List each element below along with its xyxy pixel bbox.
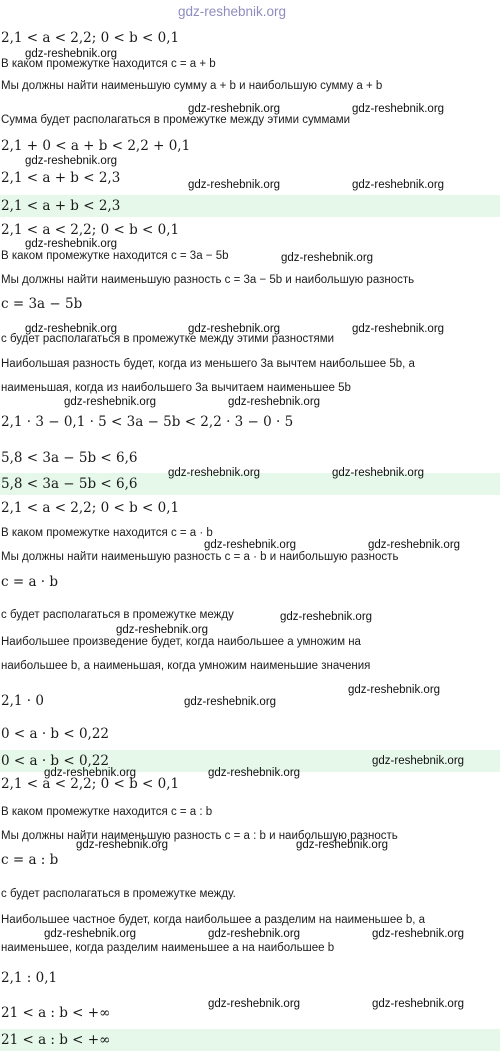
watermark-text: gdz-reshebnik.org xyxy=(372,998,465,1010)
solution-step: 2,1 : 0,1 xyxy=(1,970,58,986)
watermark-text: gdz-reshebnik.org xyxy=(25,238,118,250)
answer-highlight: 0 < a · b < 0,22 xyxy=(0,750,500,772)
watermark-text: gdz-reshebnik.org xyxy=(208,928,301,940)
explanation-text: наименьшее, когда разделим наименьшее a на наибольшее b xyxy=(1,942,335,954)
solution-step: 0 < a · b < 0,22 xyxy=(1,726,109,742)
watermark-text: gdz-reshebnik.org xyxy=(188,323,281,335)
watermark-text: gdz-reshebnik.org xyxy=(352,103,445,115)
watermark-text: gdz-reshebnik.org xyxy=(208,767,301,779)
solution-step: 5,8 < 3a − 5b < 6,6 xyxy=(1,450,138,466)
explanation-text: Наибольшая разность будет, когда из меньшего 3a вычтем наибольшее 5b, а xyxy=(1,358,415,370)
explanation-text: Мы должны найти наименьшую разность c = a : b и наибольшую разность xyxy=(1,830,398,842)
explanation-text: c будет располагаться в промежутке между xyxy=(1,609,234,621)
watermark-text: gdz-reshebnik.org xyxy=(348,684,441,696)
watermark-text: gdz-reshebnik.org xyxy=(44,928,137,940)
expression: c = a : b xyxy=(1,852,59,868)
given-conditions: 2,1 < a < 2,2; 0 < b < 0,1 xyxy=(1,776,180,792)
watermark-text: gdz-reshebnik.org xyxy=(116,624,209,636)
watermark-text: gdz-reshebnik.org xyxy=(188,179,281,191)
watermark-text: gdz-reshebnik.org xyxy=(332,467,425,479)
solution-step: 2,1 < a + b < 2,3 xyxy=(1,170,121,186)
given-conditions: 2,1 < a < 2,2; 0 < b < 0,1 xyxy=(1,500,180,516)
watermark-text: gdz-reshebnik.org xyxy=(188,103,281,115)
watermark-text: gdz-reshebnik.org xyxy=(204,539,297,551)
explanation-text: Наибольшее частное будет, когда наибольшее a разделим на наименьшее b, а xyxy=(1,914,426,926)
watermark-text: gdz-reshebnik.org xyxy=(64,396,157,408)
watermark-text: gdz-reshebnik.org xyxy=(44,767,137,779)
explanation-text: Мы должны найти наименьшую разность c = 3a − 5b и наибольшую разность xyxy=(1,274,415,286)
question-text: В каком промежутке находится c = a · b xyxy=(1,527,213,539)
explanation-text: Мы должны найти наименьшую разность c = a · b и наибольшую разность xyxy=(1,551,399,563)
given-conditions: 2,1 < a < 2,2; 0 < b < 0,1 xyxy=(1,30,180,46)
explanation-text: Мы должны найти наименьшую сумму a + b и наибольшую сумму a + b xyxy=(1,80,383,92)
answer-highlight: 5,8 < 3a − 5b < 6,6 xyxy=(0,473,500,495)
watermark-text: gdz-reshebnik.org xyxy=(296,839,389,851)
answer-highlight: 21 < a : b < +∞ xyxy=(0,1029,500,1051)
solution-step: 2,1 · 3 − 0,1 · 5 < 3a − 5b < 2,2 · 3 − 0 · 5 xyxy=(1,414,294,430)
watermark-text: gdz-reshebnik.org xyxy=(208,998,301,1010)
watermark-text: gdz-reshebnik.org xyxy=(368,539,461,551)
answer-highlight: 2,1 < a + b < 2,3 xyxy=(0,195,500,217)
site-header-link[interactable]: gdz-reshebnik.org xyxy=(178,4,287,19)
explanation-text: Наибольшее произведение будет, когда наибольшее a умножим на xyxy=(1,636,361,648)
watermark-text: gdz-reshebnik.org xyxy=(372,928,465,940)
question-text: В каком промежутке находится c = a + b xyxy=(1,58,216,70)
solution-step: 2,1 + 0 < a + b < 2,2 + 0,1 xyxy=(1,138,191,154)
watermark-text: gdz-reshebnik.org xyxy=(25,155,118,167)
solution-step: 2,1 · 0 xyxy=(1,693,44,709)
watermark-text: gdz-reshebnik.org xyxy=(352,179,445,191)
solution-step: 21 < a : b < +∞ xyxy=(1,1005,111,1021)
watermark-text: gdz-reshebnik.org xyxy=(372,755,465,767)
explanation-text: c будет располагаться в промежутке между этими разностями xyxy=(1,333,335,345)
question-text: В каком промежутке находится c = a : b xyxy=(1,806,213,818)
watermark-text: gdz-reshebnik.org xyxy=(76,839,169,851)
watermark-text: gdz-reshebnik.org xyxy=(25,323,118,335)
expression: c = 3a − 5b xyxy=(1,296,83,312)
explanation-text: Сумма будет располагаться в промежутке между этими суммами xyxy=(1,114,351,126)
question-text: В каком промежутке находится c = 3a − 5b xyxy=(1,250,229,262)
watermark-text: gdz-reshebnik.org xyxy=(352,323,445,335)
explanation-text: наименьшая, когда из наибольшего 3a вычитаем наименьшее 5b xyxy=(1,382,351,394)
watermark-text: gdz-reshebnik.org xyxy=(281,252,374,264)
watermark-text: gdz-reshebnik.org xyxy=(228,396,321,408)
given-conditions: 2,1 < a < 2,2; 0 < b < 0,1 xyxy=(1,222,180,238)
expression: c = a · b xyxy=(1,574,59,590)
explanation-text: c будет располагаться в промежутке между. xyxy=(1,888,236,900)
watermark-text: gdz-reshebnik.org xyxy=(280,611,373,623)
explanation-text: наибольшее b, а наименьшая, когда умножим наименьшие значения xyxy=(1,660,371,672)
watermark-text: gdz-reshebnik.org xyxy=(25,48,118,60)
watermark-text: gdz-reshebnik.org xyxy=(168,467,261,479)
watermark-text: gdz-reshebnik.org xyxy=(184,696,277,708)
